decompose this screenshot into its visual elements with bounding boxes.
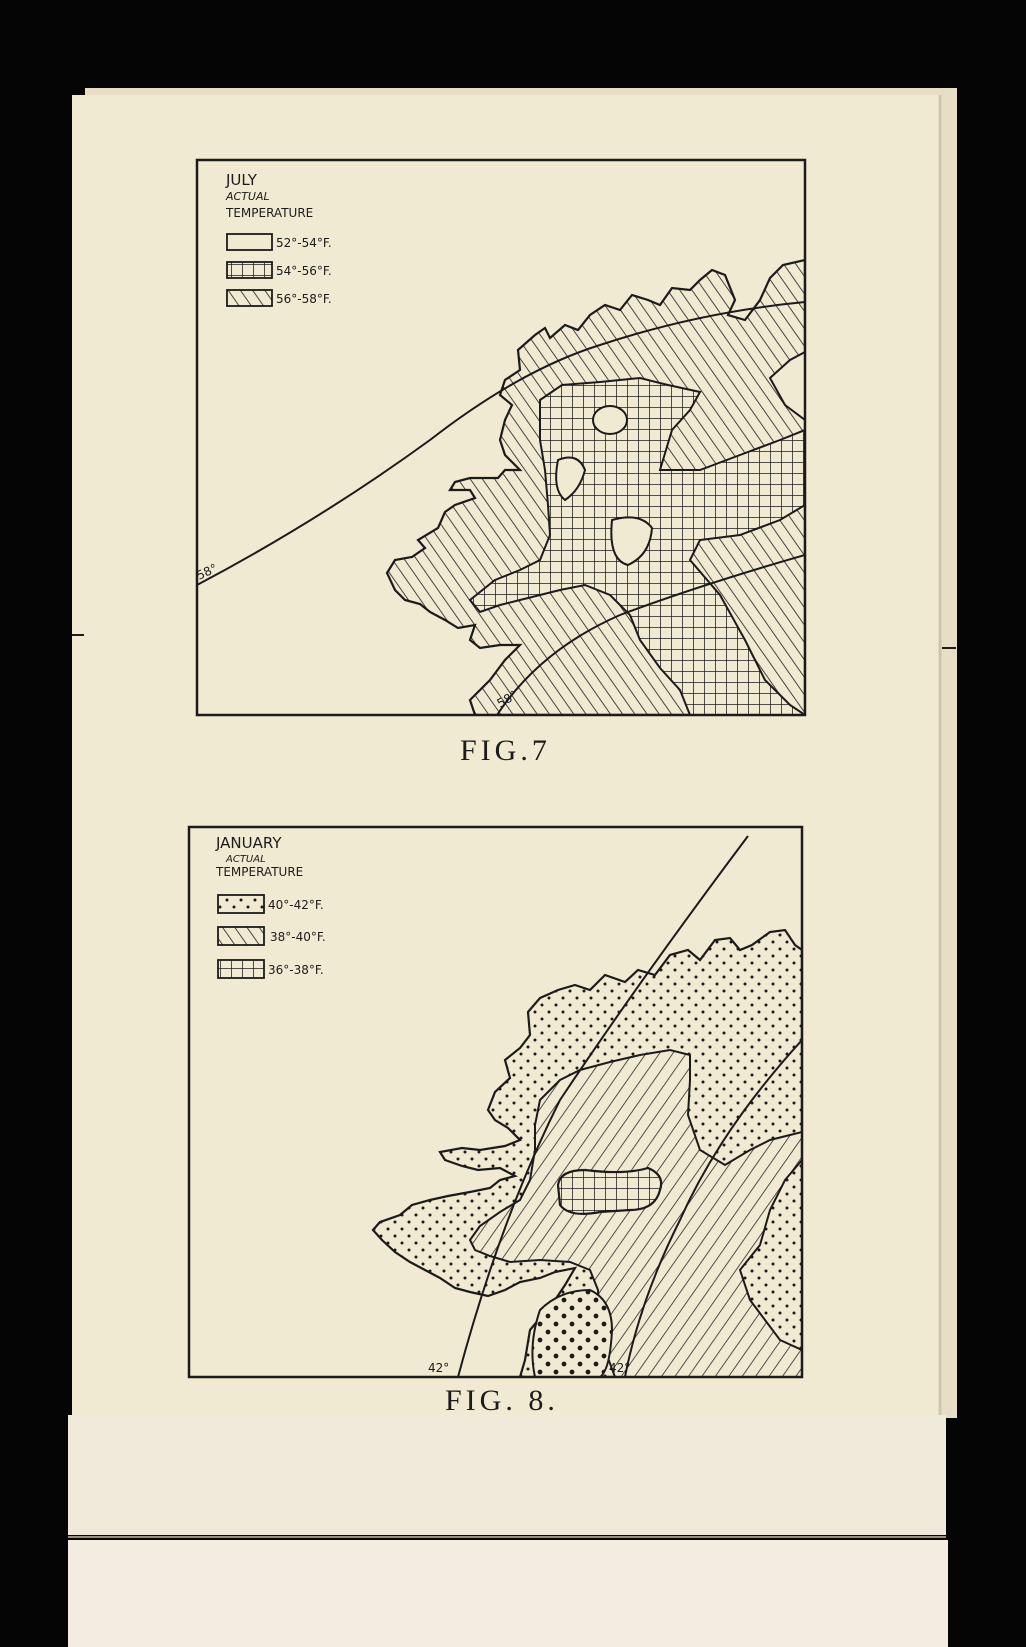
fig7-swatch-cross [227,262,272,278]
fig8-legend-label-3: 36°-38°F. [268,963,324,977]
fig7-swatch-blank [227,234,272,250]
fig7-swatch-diag [227,290,272,306]
bottom-page-strip [68,1540,948,1647]
fig7-caption: FIG.7 [460,734,551,767]
fig8-isotherm-label-west: 42° [428,1361,450,1375]
fig8-caption: FIG. 8. [445,1384,559,1417]
fig7-legend-label-3: 56°-58°F. [276,292,332,306]
fig8-legend-label-1: 40°-42°F. [268,898,324,912]
fig8-legend-title-3: TEMPERATURE [216,865,304,879]
fig7-legend-title-2: ACTUAL [226,190,270,203]
fig8-legend-title-1: JANUARY [216,834,282,852]
fig8-swatch-cross [218,960,264,978]
lower-page-strip [68,1415,946,1535]
fig8-legend-title-2: ACTUAL [226,854,266,865]
fig8-isotherm-label-east: 42° [609,1361,631,1375]
fig8-swatch-diag [218,927,264,945]
fig7-legend-label-1: 52°-54°F. [276,236,332,250]
fig8-swatch-stipple [218,895,264,913]
fig7-legend-title-3: TEMPERATURE [226,206,314,220]
fig7-isotherm-label-south: 58° [494,687,520,711]
fig7-legend-label-2: 54°-56°F. [276,264,332,278]
fig7-lake-1 [593,406,627,434]
fig7-isotherm-label-west: 58° [194,561,220,583]
fig8-legend-label-2: 38°-40°F. [270,930,326,944]
fig8-cold-core [558,1168,661,1214]
fig7-legend-title-1: JULY [226,171,257,189]
